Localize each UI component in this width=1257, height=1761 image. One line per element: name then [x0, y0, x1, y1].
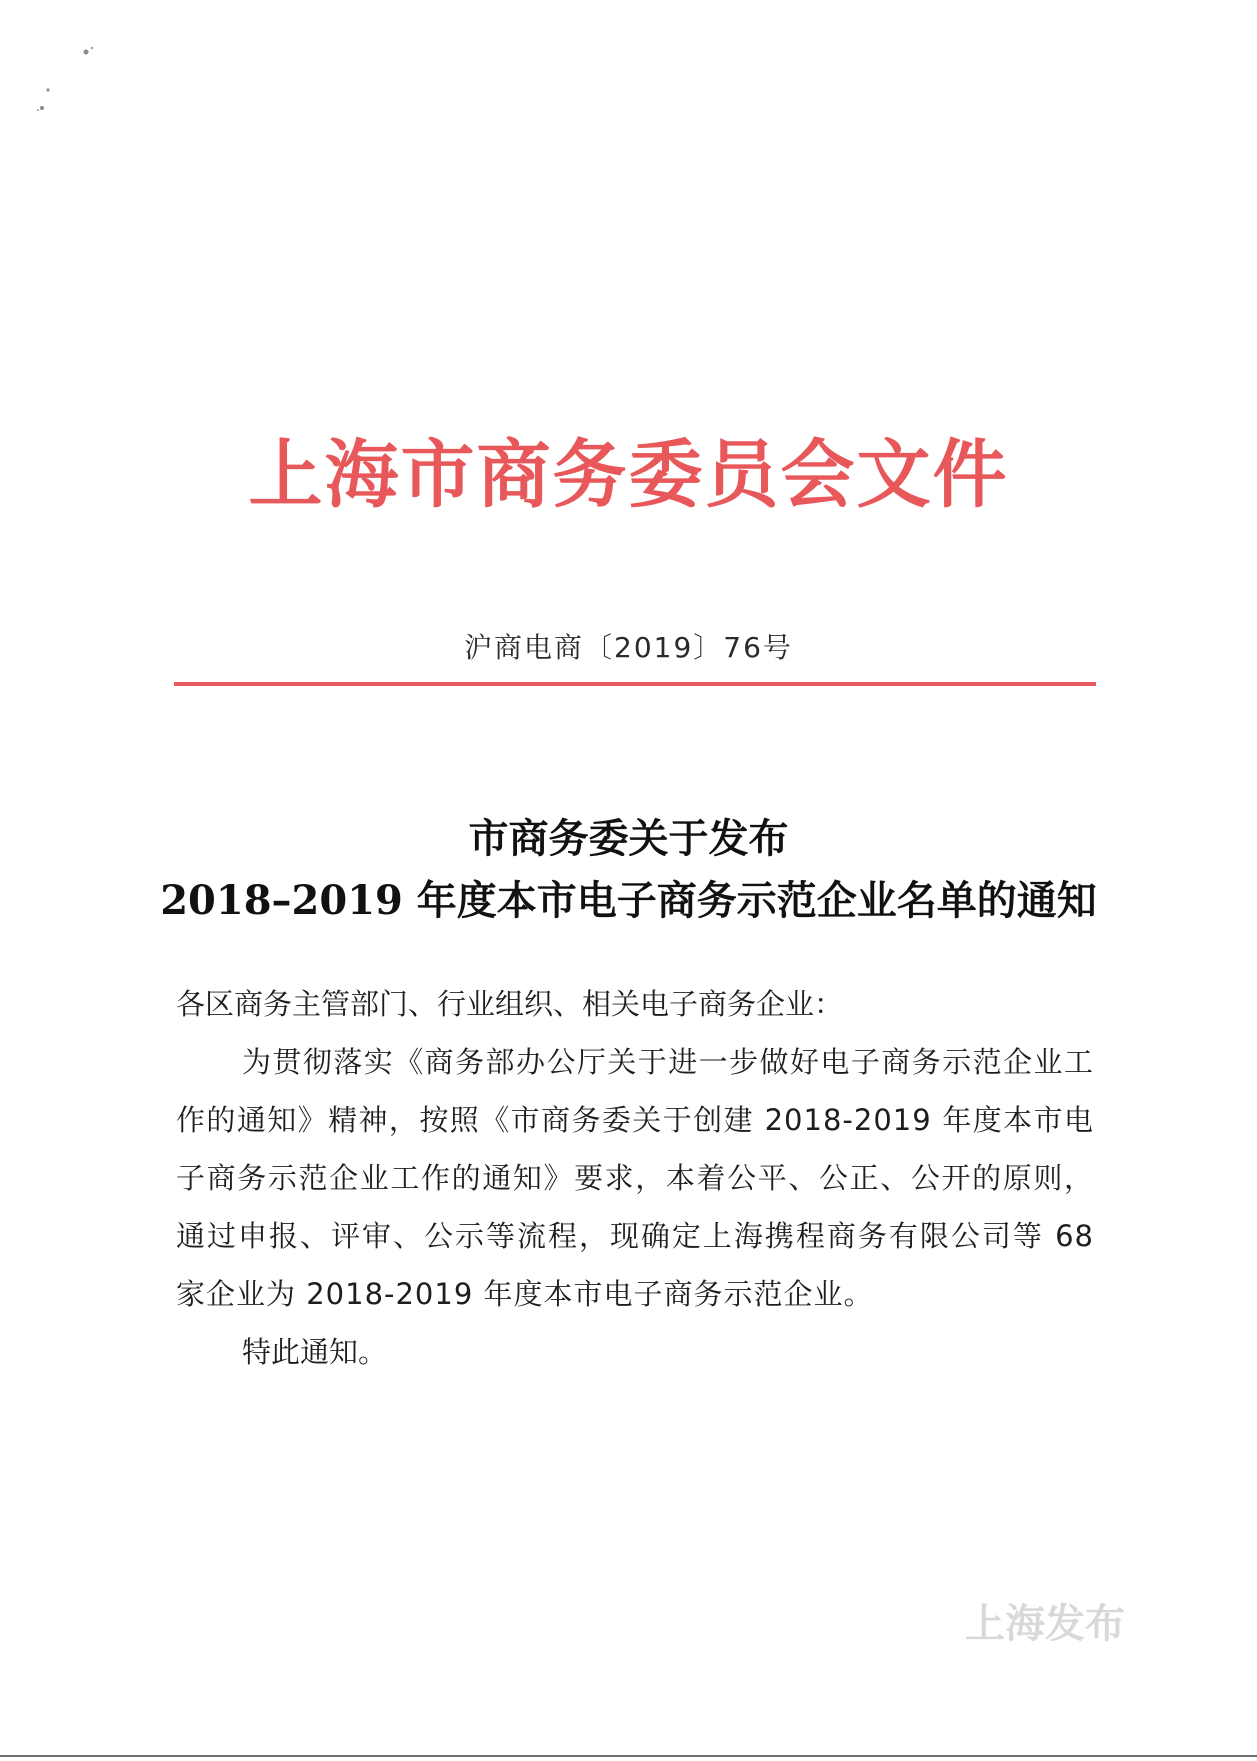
- notice-title: [0, 808, 1257, 932]
- red-divider: [174, 682, 1096, 686]
- scan-specks: [30, 40, 100, 130]
- body-paragraph: 为贯彻落实《商务部办公厅关于进一步做好电子商务示范企业工作的通知》精神，按照《市商务委关于创建 2018-2019 年度本市电子商务示范企业工作的通知》要求，本着公平、公正、公开的原则，通过申报、评审、公示等流程，现确定上海携程商务有限公司等 68 家企业为 2018-2019 年度本市电子商务示范企业。: [176, 1045, 1094, 1311]
- shanghai-release-watermark: [965, 1585, 1165, 1655]
- scan-bottom-edge: [0, 1755, 1257, 1757]
- closing-line: 特此通知。: [242, 1335, 388, 1369]
- watermark-text: 上海发布: [965, 1601, 1125, 1647]
- masthead-title: 上海市商务委员会文件: [248, 432, 1009, 518]
- notice-body: [176, 975, 1094, 1381]
- document-number: 沪商电商〔2019〕76号: [464, 631, 793, 664]
- notice-title-line-1: 市商务委关于发布: [468, 815, 789, 862]
- salutation: 各区商务主管部门、行业组织、相关电子商务企业：: [176, 987, 844, 1021]
- notice-title-line-2: 2018–2019 年度本市电子商务示范企业名单的通知: [160, 877, 1097, 924]
